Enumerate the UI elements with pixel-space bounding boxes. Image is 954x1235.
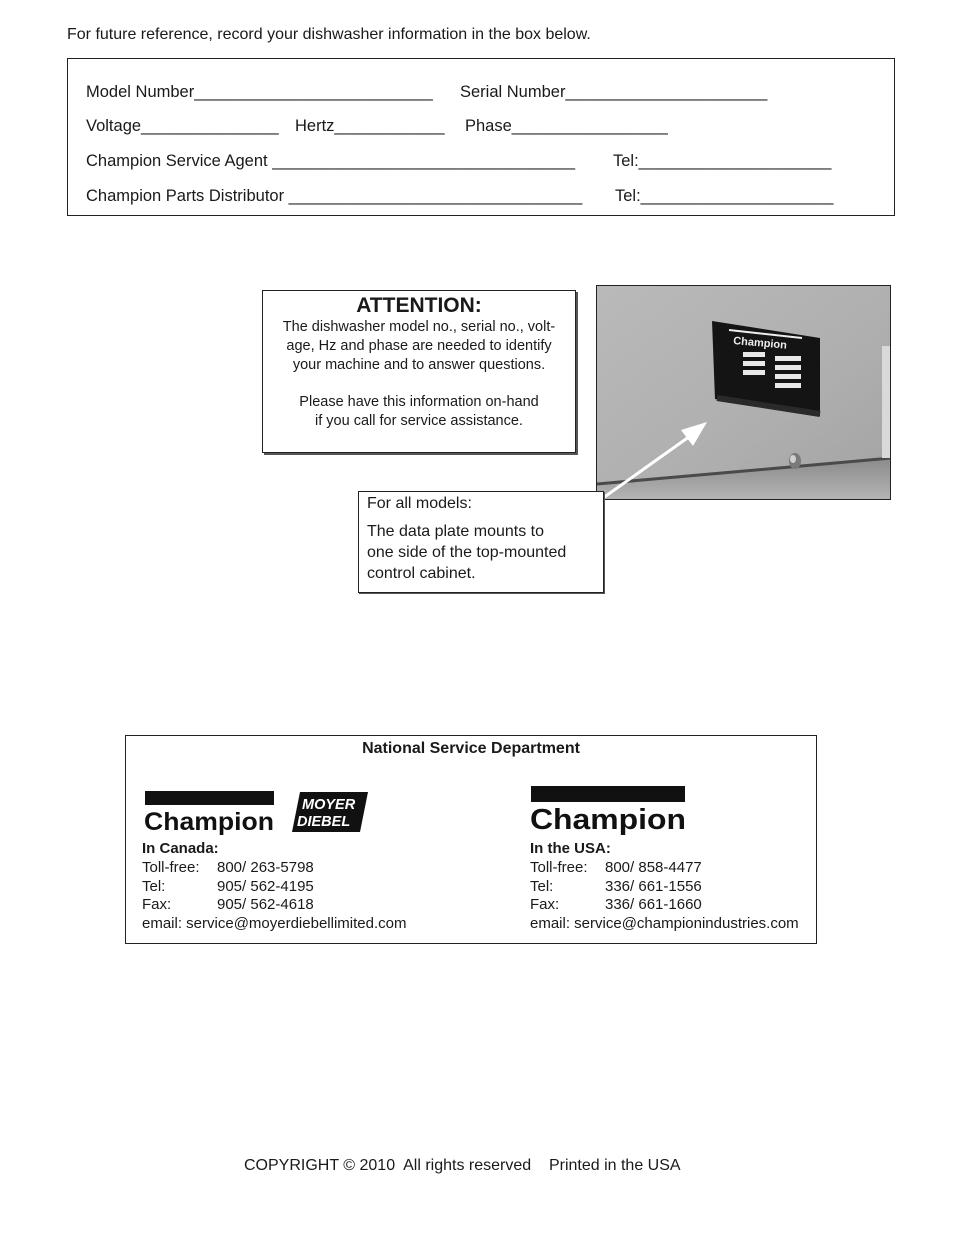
canada-email: email: service@moyerdiebellimited.com [142,915,407,933]
attention-box [262,290,576,453]
tollfree-label: Toll-free: [530,858,588,876]
moyer-diebel-logo [292,790,368,834]
parts-distributor-tel-field: Tel:_____________________ [615,187,834,205]
serial-number-field: Serial Number______________________ [460,83,768,101]
parts-distributor-field: Champion Parts Distributor ________________________________ [86,187,583,205]
copyright-footer: COPYRIGHT © 2010 All rights reserved Printed in the USA [244,1157,681,1174]
attention-line: your machine and to answer questions. [292,357,546,373]
usa-email: email: service@championindustries.com [530,915,799,933]
plate-brand-label: Champion [732,335,788,352]
data-plate-note-title: For all models: [367,495,472,512]
fax-label: Fax: [530,896,560,914]
tel-label: Tel: [142,877,166,895]
data-plate-note-line: The data plate mounts to [367,523,544,540]
canada-fax-number: 905/ 562-4618 [217,896,314,914]
canada-tollfree-number: 800/ 263-5798 [217,858,314,876]
attention-line: age, Hz and phase are needed to identify [286,338,552,354]
service-agent-tel-field: Tel:_____________________ [613,152,832,170]
data-plate-note-box [358,491,604,593]
intro-text: For future reference, record your dishwasher information in the box below. [67,26,591,43]
attention-title: ATTENTION: [356,294,482,317]
canada-contact [142,840,406,934]
champion-logo-text: Champion [530,804,686,835]
hertz-field: Hertz____________ [295,117,445,135]
tollfree-label: Toll-free: [142,858,200,876]
model-number-field: Model Number__________________________ [86,83,433,101]
champion-logo-usa [530,785,688,835]
diebel-logo-text: DIEBEL [297,814,351,830]
phase-field: Phase_________________ [465,117,668,135]
data-plate-note-line: one side of the top-mounted [367,544,567,561]
data-plate-photo [596,285,891,500]
canada-tel-number: 905/ 562-4195 [217,877,314,895]
attention-line: The dishwasher model no., serial no., volt- [282,319,556,335]
champion-logo-text: Champion [144,808,274,835]
service-department-title: National Service Department [362,740,580,757]
usa-contact [530,840,799,934]
canada-heading: In Canada: [142,840,219,857]
usa-tollfree-number: 800/ 858-4477 [605,858,702,876]
cabinet-illustration [597,286,891,500]
service-department-box [125,735,817,944]
champion-logo-canada [144,790,279,835]
usa-heading: In the USA: [530,840,611,857]
attention-line: Please have this information on-hand [299,394,539,410]
moyer-logo-text: MOYER [302,797,356,813]
usa-fax-number: 336/ 661-1660 [605,896,702,914]
tel-label: Tel: [530,877,554,895]
service-agent-field: Champion Service Agent _________________________________ [86,152,576,170]
data-plate-note-line: control cabinet. [367,565,476,582]
usa-tel-number: 336/ 661-1556 [605,877,702,895]
voltage-field: Voltage_______________ [86,117,279,135]
fax-label: Fax: [142,896,172,914]
attention-line: if you call for service assistance. [315,413,523,429]
record-info-box [67,58,895,216]
